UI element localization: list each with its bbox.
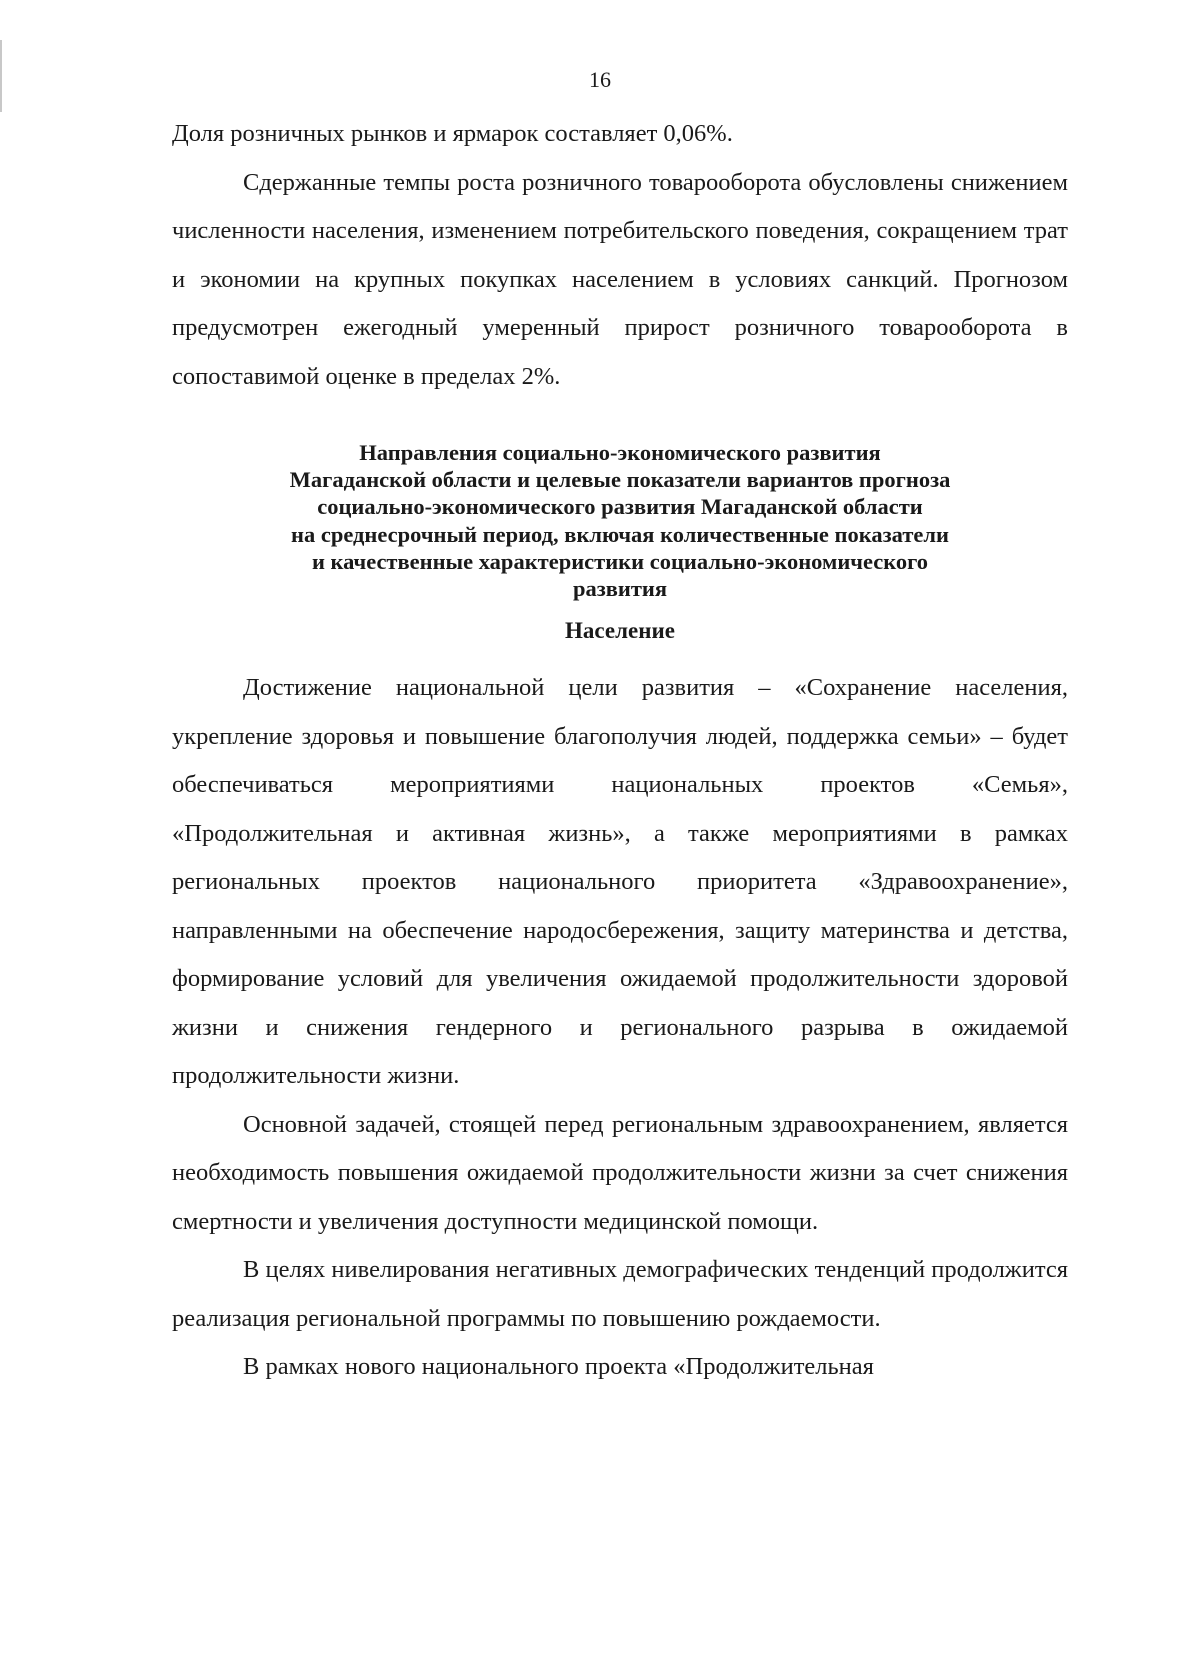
paragraph-healthcare-task: Основной задачей, стоящей перед региональным здравоохранением, является необходимость повышения ожидаемой продолжительности жизни за счет снижения смертности и увеличения доступности медицинской помощи. [172,1110,1068,1235]
document-body [172,110,1068,1392]
section-heading-line: развития [572,576,668,602]
section-heading-line: Направления социально-экономического развития [359,440,881,465]
section-heading [172,439,1068,602]
paragraph-retail-growth: Сдержанные темпы роста розничного товарооборота обусловлены снижением численности населения, изменением потребительского поведения, сокращением трат и экономии на крупных покупках населением в условиях санкций. Прогнозом предусмотрен ежегодный умеренный прирост розничного товарооборота в сопоставимой оценке в пределах 2%. [172,168,1068,390]
subsection-heading-population: Население [565,618,675,644]
section-heading-line: Магаданской области и целевые показатели вариантов прогноза [289,467,951,493]
paragraph-national-goal: Достижение национальной цели развития – «Сохранение населения, укрепление здоровья и повышение благополучия людей, поддержка семьи» – будет обеспечиваться мероприятиями национальных проектов «Семья», «Продолжительная и активная жизнь», а также мероприятиями в рамках региональных проектов национального приоритета «Здравоохранение», направленными на обеспечение народосбережения, защиту материнства и детства, формирование условий для увеличения ожидаемой продолжительности здоровой жизни и снижения гендерного и регионального разрыва в ожидаемой продолжительности жизни. [172,674,1068,1090]
paragraph-retail-share: Доля розничных рынков и ярмарок составляет 0,06%. [172,120,733,147]
section-heading-line: социально-экономического развития Магаданской области [317,494,923,520]
section-heading-line: и качественные характеристики социально-экономического [311,548,929,574]
paragraph-birth-rate-program: В целях нивелирования негативных демографических тенденций продолжится реализация региональной программы по повышению рождаемости. [172,1256,1068,1332]
section-heading-line: на среднесрочный период, включая количественные показатели [291,521,949,547]
page-number: 16 [589,67,611,92]
paragraph-new-national-project: В рамках нового национального проекта «Продолжительная [243,1353,874,1381]
